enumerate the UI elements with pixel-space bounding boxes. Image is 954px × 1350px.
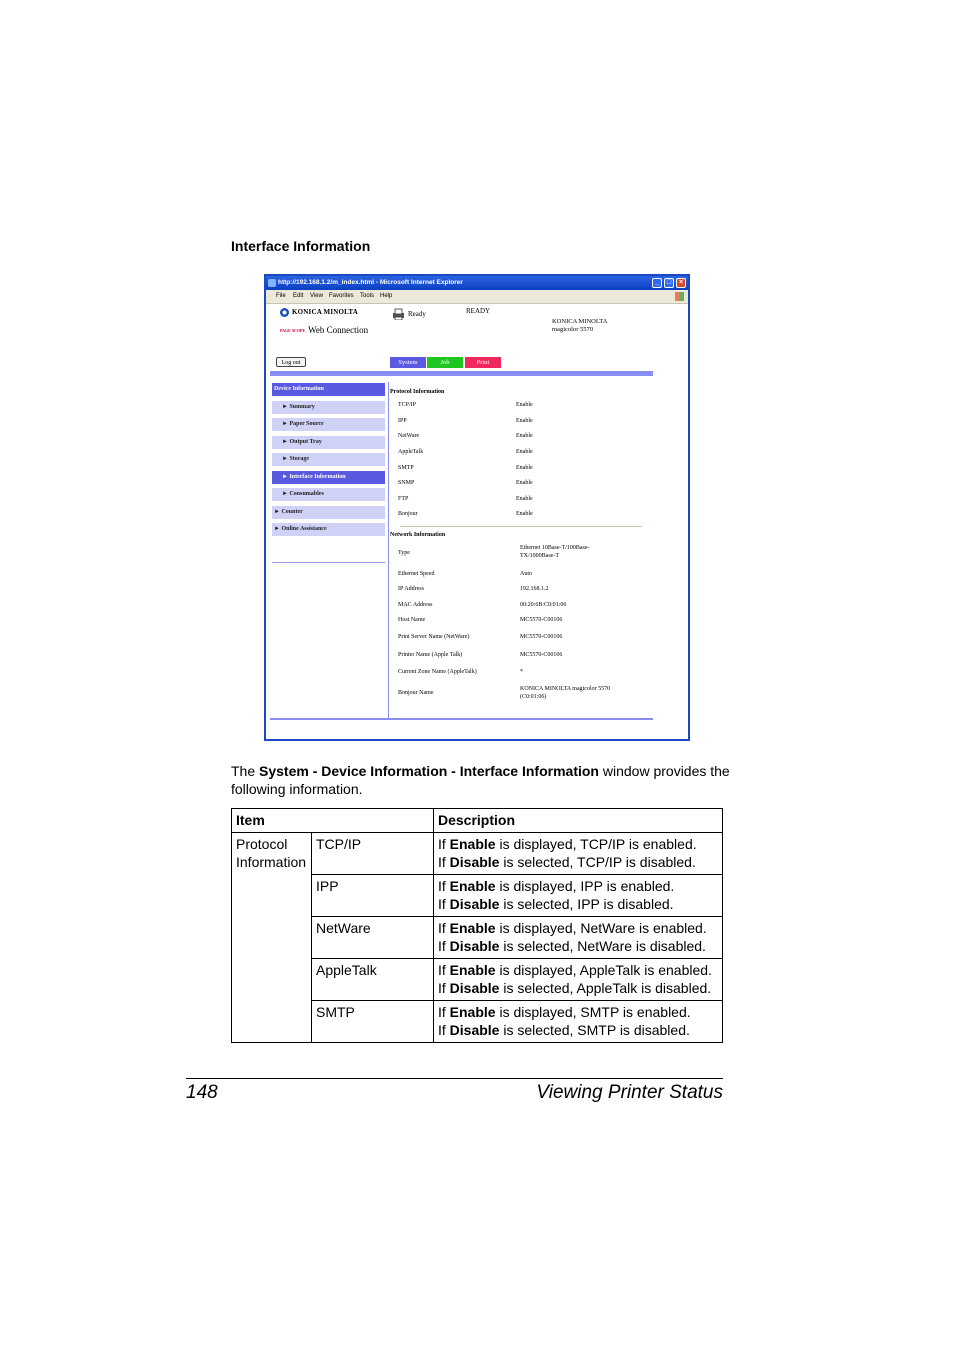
menu-edit[interactable]: Edit — [293, 293, 304, 299]
browser-title: http://192.168.1.2/m_index.html - Microsoft Internet Explorer — [278, 279, 463, 286]
content-divider — [388, 382, 389, 719]
network-field-name: Host Name — [398, 617, 426, 623]
network-field-value-line2: (C0:01:06) — [520, 694, 547, 700]
description-cell: If Enable is displayed, IPP is enabled. If Disable is selected, IPP is disabled. — [434, 875, 723, 917]
protocol-name: Bonjour — [398, 511, 418, 517]
sidebar-item-consumables[interactable]: ► Consumables — [272, 488, 385, 502]
description-cell: If Enable is displayed, TCP/IP is enabled. If Disable is selected, TCP/IP is disabled. — [434, 833, 723, 875]
item-cell: AppleTalk — [312, 959, 434, 1001]
printer-icon — [392, 308, 405, 320]
ie-icon — [268, 279, 276, 287]
sidebar-item-device-information[interactable]: Device Information — [272, 383, 385, 397]
network-field-name: Printer Name (Apple Talk) — [398, 652, 463, 658]
page-number: 148 — [186, 1082, 218, 1103]
column-header-description: Description — [434, 809, 723, 833]
protocol-name: SNMP — [398, 480, 415, 486]
table-row — [232, 833, 723, 875]
protocol-value: Enable — [516, 480, 533, 486]
protocol-value: Enable — [516, 433, 533, 439]
protocol-name: IPP — [398, 418, 407, 424]
printer-status: Ready — [408, 310, 426, 318]
browser-window-screenshot — [264, 274, 690, 741]
web-connection-page — [266, 304, 688, 739]
intro-paragraph: The System - Device Information - Interface Information window provides the following information. — [231, 763, 730, 797]
protocol-value: Enable — [516, 449, 533, 455]
close-button[interactable]: × — [676, 278, 686, 288]
windows-logo-icon — [675, 292, 684, 301]
protocol-name: NetWare — [398, 433, 420, 439]
item-cell: TCP/IP — [312, 833, 434, 875]
maximize-button[interactable]: □ — [664, 278, 674, 288]
footer-chapter-title: Viewing Printer Status — [536, 1082, 723, 1103]
protocol-name: AppleTalk — [398, 449, 424, 455]
header-divider — [270, 371, 653, 376]
protocol-name: FTP — [398, 496, 409, 502]
konica-minolta-logo: KONICA MINOLTA — [280, 308, 358, 317]
network-field-name: Bonjour Name — [398, 690, 434, 696]
protocol-value: Enable — [516, 465, 533, 471]
interface-info-table — [231, 808, 723, 1043]
protocol-value: Enable — [516, 402, 533, 408]
network-field-name: MAC Address — [398, 602, 433, 608]
network-field-name: Ethernet Speed — [398, 571, 435, 577]
network-field-name: Print Server Name (NetWare) — [398, 634, 470, 640]
network-field-value: MC5570-C00106 — [520, 617, 563, 623]
sidebar-item-paper-source[interactable]: ► Paper Source — [272, 418, 385, 432]
menu-bar — [266, 290, 688, 304]
network-field-name: IP Address — [398, 586, 424, 592]
intro-bold-path: System - Device Information - Interface Information — [259, 763, 599, 779]
protocol-name: SMTP — [398, 465, 414, 471]
menu-view[interactable]: View — [310, 293, 323, 299]
sidebar-item-online-assistance[interactable]: ► Online Assistance — [272, 523, 385, 537]
network-field-value: 192.168.1.2 — [520, 586, 549, 592]
sidebar-bottom-rule — [272, 562, 385, 563]
item-cell: IPP — [312, 875, 434, 917]
browser-titlebar — [266, 276, 688, 290]
network-field-value-line2: TX/1000Base-T — [520, 553, 559, 559]
tab-system[interactable]: System — [390, 357, 426, 368]
sidebar-item-counter[interactable]: ► Counter — [272, 506, 385, 520]
group-cell: Protocol Information — [232, 833, 312, 1043]
description-cell: If Enable is displayed, NetWare is enabled. If Disable is selected, NetWare is disabled. — [434, 917, 723, 959]
pagescope-mark: PAGE SCOPE — [280, 327, 306, 333]
network-field-value: MC5570-C00106 — [520, 652, 563, 658]
network-field-value: Auto — [520, 571, 532, 577]
network-field-value: Ethernet 10Base-T/100Base- — [520, 545, 590, 551]
table-header-row — [232, 809, 723, 833]
tab-job[interactable]: Job — [427, 357, 463, 368]
footer-rule — [186, 1078, 723, 1079]
menu-tools[interactable]: Tools — [360, 293, 375, 299]
protocol-value: Enable — [516, 511, 533, 517]
model-brand: KONICA MINOLTA — [552, 318, 608, 325]
protocol-value: Enable — [516, 496, 533, 502]
description-cell: If Enable is displayed, SMTP is enabled. If Disable is selected, SMTP is disabled. — [434, 1001, 723, 1043]
protocol-value: Enable — [516, 418, 533, 424]
menu-help[interactable]: Help — [380, 293, 393, 299]
globe-icon — [280, 308, 289, 317]
model-name: magicolor 5570 — [552, 326, 593, 333]
minimize-button[interactable]: _ — [652, 278, 662, 288]
network-field-name: Type — [398, 550, 410, 556]
description-cell: If Enable is displayed, AppleTalk is enabled. If Disable is selected, AppleTalk is disabled. — [434, 959, 723, 1001]
column-header-item: Item — [232, 809, 434, 833]
printer-status-panel: READY — [466, 307, 491, 315]
sidebar-item-interface-information[interactable]: ► Interface Information — [272, 471, 385, 485]
protocol-name: TCP/IP — [398, 402, 417, 408]
logout-button[interactable]: Log out — [276, 357, 306, 367]
section-heading: Interface Information — [231, 238, 371, 254]
item-cell: NetWare — [312, 917, 434, 959]
pagescope-web-connection-logo: PAGE SCOPE Web Connection — [280, 325, 369, 335]
section-divider — [400, 526, 642, 527]
item-cell: SMTP — [312, 1001, 434, 1043]
network-field-value: * — [520, 669, 523, 675]
network-field-value: KONICA MINOLTA magicolor 5570 — [520, 686, 611, 692]
sidebar-item-storage[interactable]: ► Storage — [272, 453, 385, 467]
footer-divider — [270, 718, 653, 720]
protocol-information-heading: Protocol Information — [390, 389, 445, 395]
sidebar-item-output-tray[interactable]: ► Output Tray — [272, 436, 385, 450]
sidebar-menu — [272, 383, 385, 541]
menu-favorites[interactable]: Favorites — [329, 293, 354, 299]
tab-print[interactable]: Print — [465, 357, 501, 368]
menu-file[interactable]: File — [276, 293, 286, 299]
network-information-heading: Network Information — [390, 532, 446, 538]
network-field-value: MC5570-C00106 — [520, 634, 563, 640]
network-field-name: Current Zone Name (AppleTalk) — [398, 669, 477, 675]
sidebar-item-summary[interactable]: ► Summary — [272, 401, 385, 415]
network-field-value: 00:20:6B:C0:01:06 — [520, 602, 567, 608]
